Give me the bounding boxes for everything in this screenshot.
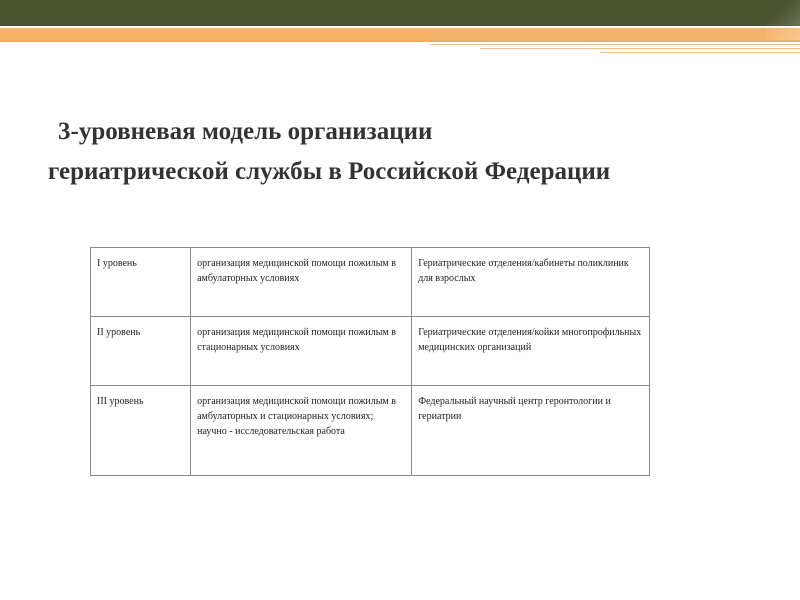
accent-stripe [600, 52, 800, 53]
level-cell: III уровень [91, 386, 191, 476]
level-cell: II уровень [91, 317, 191, 386]
units-cell: Гериатрические отделения/кабинеты поликлиник для взрослых [412, 248, 650, 317]
page-curl-corner [766, 0, 800, 40]
levels-table [90, 247, 650, 476]
slide-title-line-2: гериатрической службы в Российской Федерации [48, 158, 611, 185]
accent-stripe [430, 44, 800, 45]
slide-title-line-1: 3-уровневая модель организации [58, 118, 433, 145]
organization-cell: организация медицинской помощи пожилым в стационарных условиях [191, 317, 412, 386]
accent-stripe [480, 48, 800, 49]
table-row [91, 317, 650, 386]
level-cell: I уровень [91, 248, 191, 317]
organization-cell: организация медицинской помощи пожилым в амбулаторных условиях [191, 248, 412, 317]
units-cell: Гериатрические отделения/койки многопрофильных медицинских организаций [412, 317, 650, 386]
table-row [91, 386, 650, 476]
table-row [91, 248, 650, 317]
organization-cell: организация медицинской помощи пожилым в амбулаторных и стационарных условиях; научно - исследовательская работа [191, 386, 412, 476]
header-accent-band [0, 28, 800, 40]
units-cell: Федеральный научный центр геронтологии и гериатрии [412, 386, 650, 476]
top-decorative-bar [0, 0, 800, 26]
slide-title [20, 112, 780, 192]
header-accent-line [0, 40, 800, 42]
